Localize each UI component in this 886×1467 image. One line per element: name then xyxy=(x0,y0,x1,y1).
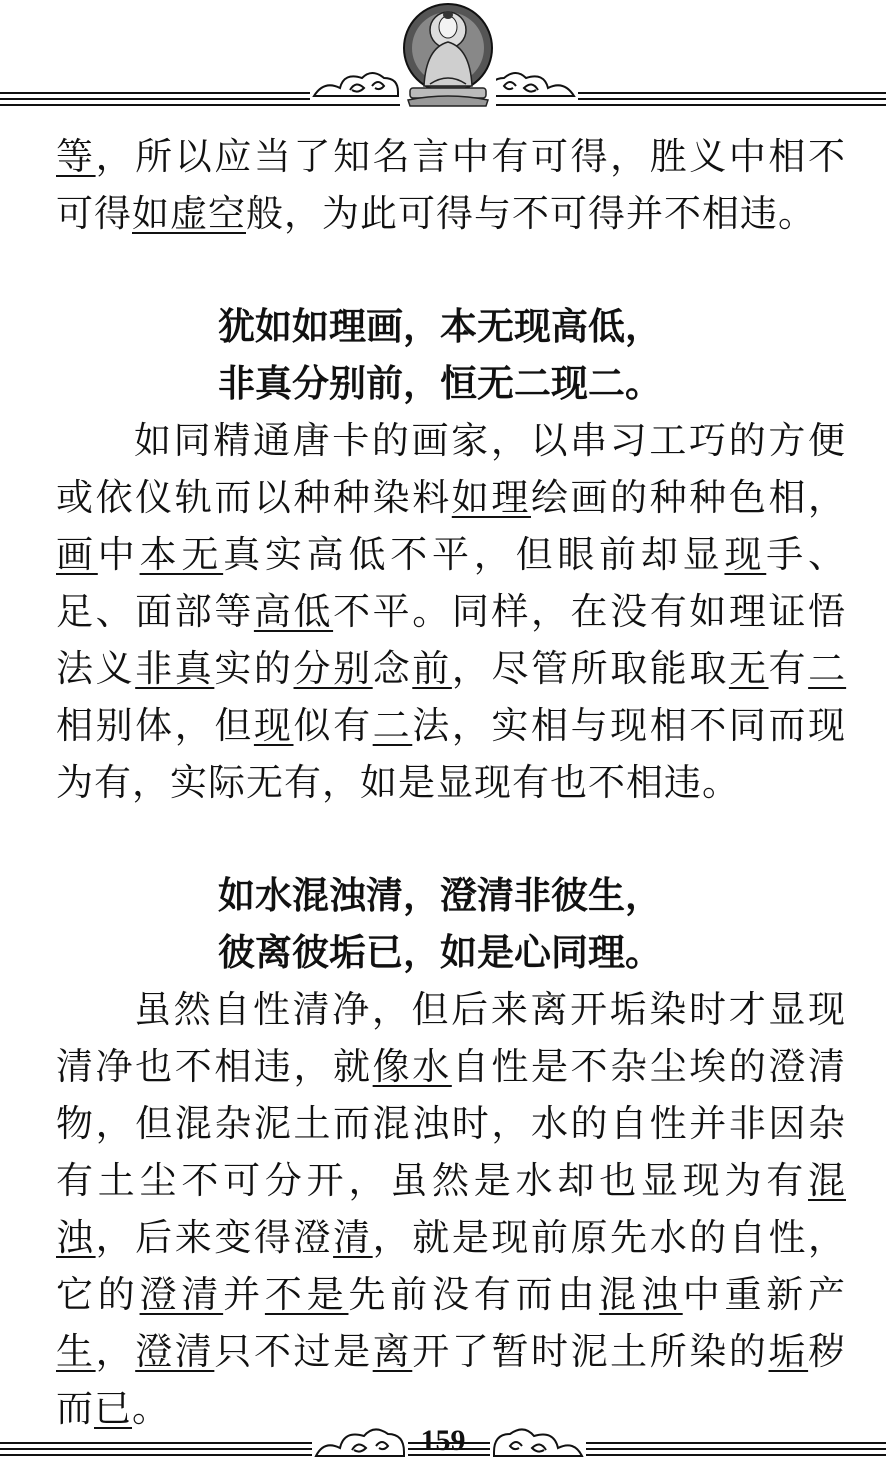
underlined-text: 分别 xyxy=(293,647,373,690)
underlined-text: 混浊 xyxy=(56,1159,846,1259)
underlined-text: 现 xyxy=(253,704,294,747)
text-run: 虽然自性清净，但后来离开垢染时才显现清净也不相违，就 xyxy=(56,988,846,1088)
text-run: ，所以应当了知名言中有可得，胜义中相不可得 xyxy=(56,135,847,235)
page-header xyxy=(0,0,886,112)
spacer xyxy=(56,242,846,298)
text-run: 开了暂时泥土所染的 xyxy=(412,1330,769,1373)
underlined-text: 等 xyxy=(56,135,96,178)
underlined-text: 画 xyxy=(56,533,98,576)
text-run: 不平。同样，在没有如理证悟法义 xyxy=(56,590,847,690)
text-run: 如同精通唐卡的画家，以串习工巧的方便或依仪轨而以种种染料 xyxy=(56,419,846,519)
page-body xyxy=(56,128,846,1437)
underlined-text: 现 xyxy=(724,533,767,576)
underlined-text: 澄清 xyxy=(135,1330,215,1373)
underlined-text: 混浊 xyxy=(599,1273,683,1316)
spacer xyxy=(56,811,846,867)
text-run: 先前没有而由 xyxy=(348,1273,600,1316)
text-run: 实的 xyxy=(214,647,294,690)
underlined-text: 离 xyxy=(372,1330,413,1373)
underlined-text: 非真 xyxy=(135,647,215,690)
text-run: 相别体，但 xyxy=(56,704,254,747)
buddha-image-icon xyxy=(400,2,496,108)
underlined-text: 不是 xyxy=(264,1273,349,1316)
underlined-text: 垢 xyxy=(768,1330,809,1373)
text-run: 有 xyxy=(768,647,809,690)
paragraph-2 xyxy=(56,412,846,811)
paragraph-3 xyxy=(56,981,846,1437)
text-run: 中重新产 xyxy=(682,1273,847,1316)
text-run: 并 xyxy=(223,1273,265,1316)
cloud-ornament-right-icon xyxy=(486,66,578,102)
text-run: ，就是现前原先水的自性，它的 xyxy=(56,1216,847,1316)
text-run: 法，实相与现相不同而现为有，实际无有，如是显现有也不相违。 xyxy=(56,704,847,804)
text-run: 手、足、面部等 xyxy=(56,533,847,633)
text-run: 念 xyxy=(372,647,413,690)
text-run: 般，为此可得与不可得并不相违。 xyxy=(246,192,816,235)
underlined-text: 二 xyxy=(808,647,847,690)
text-run: 似有 xyxy=(293,704,373,747)
text-run: 秽而 xyxy=(56,1330,847,1430)
page-number: 159 xyxy=(420,1424,466,1457)
underlined-text: 高低 xyxy=(253,590,334,633)
underlined-text: 如虚空 xyxy=(132,192,246,235)
underlined-text: 本无 xyxy=(139,533,224,576)
text-run: 自性是不杂尘埃的澄清物，但混杂泥土而混浊时，水的自性并非因杂有土尘不可分开，虽然是水却也显现为有 xyxy=(56,1045,847,1202)
underlined-text: 二 xyxy=(372,704,413,747)
underlined-text: 无 xyxy=(728,647,769,690)
text-run: ，尽管所取能取 xyxy=(451,647,729,690)
verse-1-line-1: 犹如如理画，本无现高低， xyxy=(218,305,662,348)
text-run: 中 xyxy=(97,533,140,576)
underlined-text: 清 xyxy=(333,1216,373,1259)
verse-2-line-2: 彼离彼垢已，如是心同理。 xyxy=(218,931,662,974)
underlined-text: 像水 xyxy=(372,1045,452,1088)
text-run: 只不过是 xyxy=(214,1330,373,1373)
underlined-text: 澄清 xyxy=(139,1273,224,1316)
cloud-ornament-left-icon xyxy=(310,66,402,102)
paragraph-1 xyxy=(56,128,846,242)
text-run: 。 xyxy=(132,1387,170,1430)
text-run: 真实高低不平，但眼前却显 xyxy=(223,533,725,576)
text-run: 绘画的种种色相， xyxy=(530,476,847,519)
underlined-text: 前 xyxy=(412,647,452,690)
verse-2-line-1: 如水混浊清，澄清非彼生， xyxy=(218,874,662,917)
text-run: ，后来变得澄 xyxy=(95,1216,334,1259)
underlined-text: 如理 xyxy=(451,476,531,519)
underlined-text: 生 xyxy=(56,1330,96,1373)
text-run: ， xyxy=(95,1330,136,1373)
verse-1-line-2: 非真分别前，恒无二现二。 xyxy=(218,362,662,405)
page-footer xyxy=(0,1414,886,1467)
underlined-text: 已 xyxy=(94,1387,132,1430)
